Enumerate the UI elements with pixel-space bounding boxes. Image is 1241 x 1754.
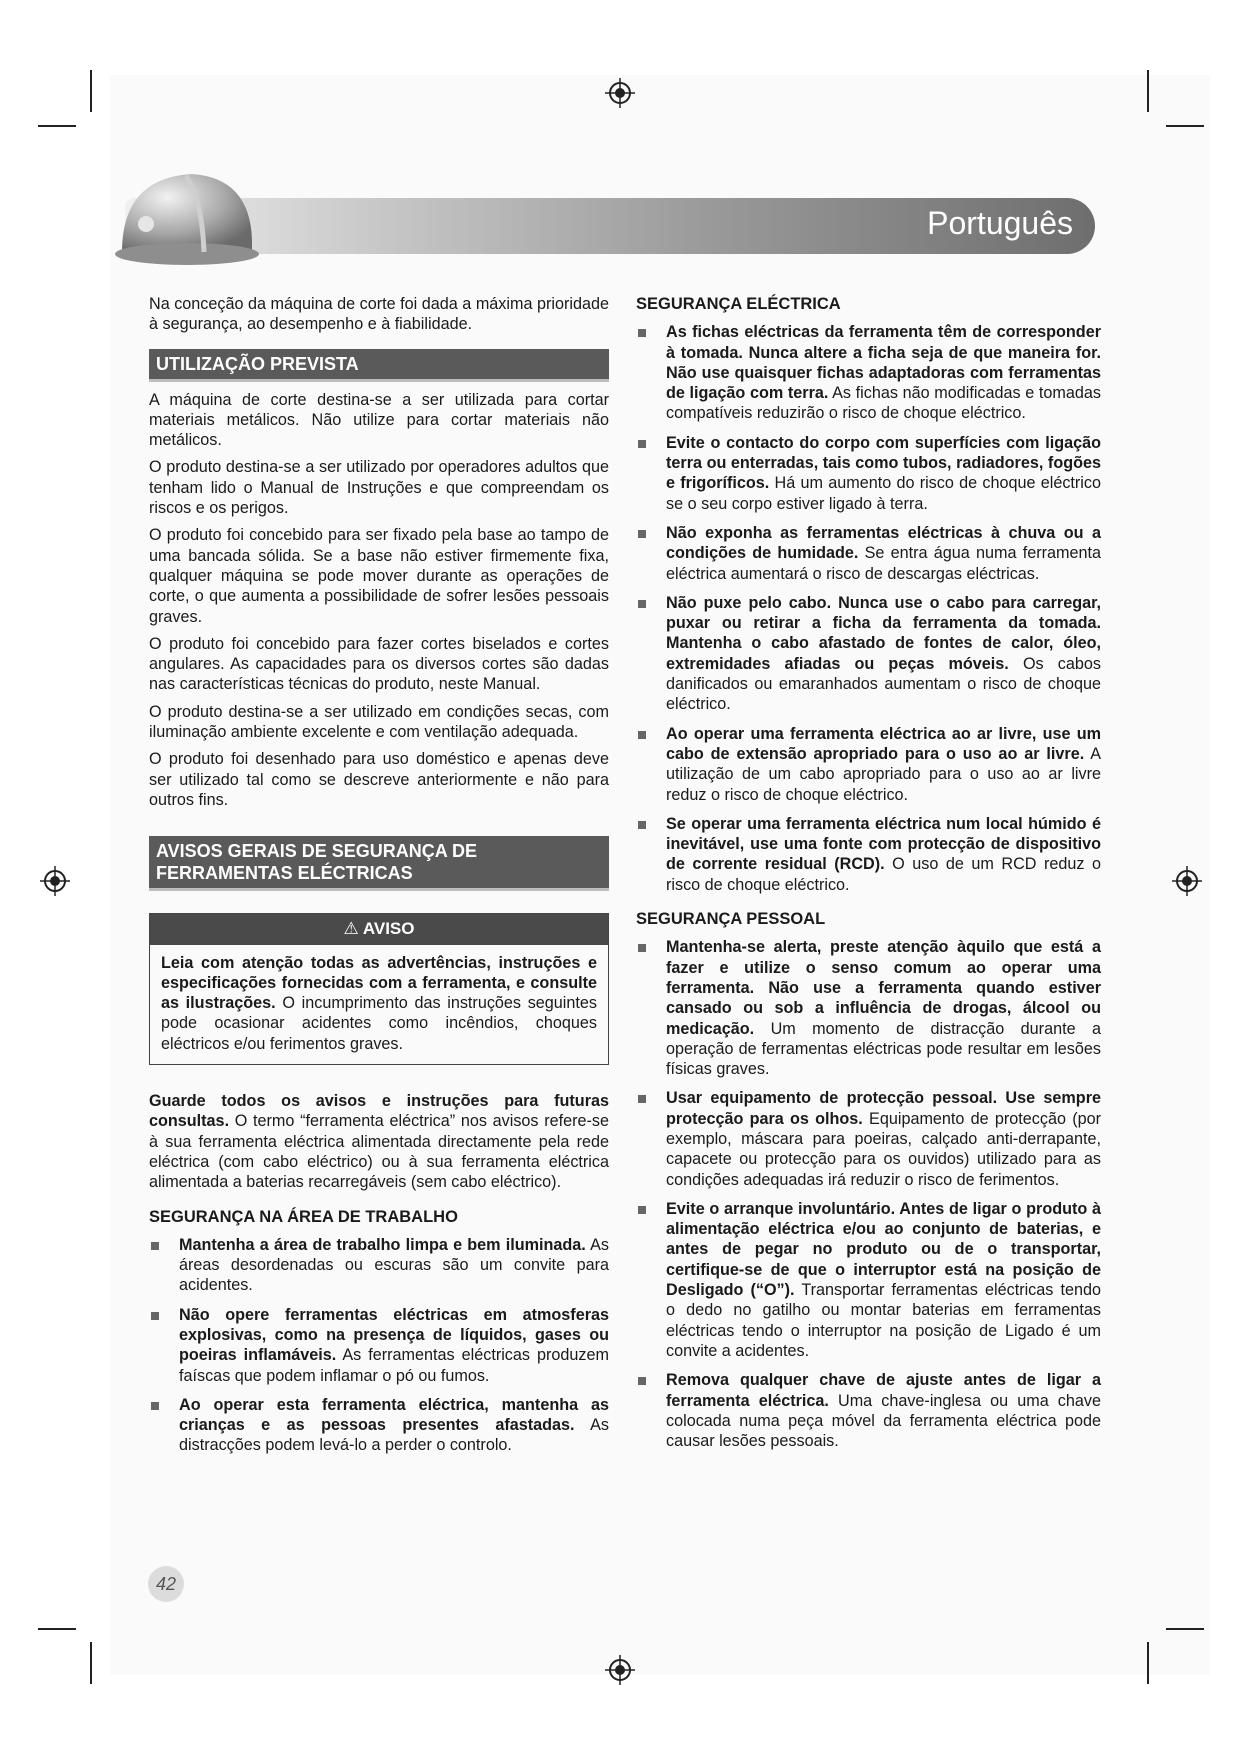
registration-mark-icon <box>1172 866 1202 896</box>
bold-text: Evite o contacto do corpo com superfícies com ligação terra ou enterradas, tais como tubos, radiadores, fogões e frigoríficos. <box>666 433 1101 493</box>
bold-text: Usar equipamento de protecção pessoal. Use sempre protecção para os olhos. <box>666 1089 1101 1128</box>
bold-text: Não opere ferramentas eléctricas em atmosferas explosivas, como na presença de líquidos, gases ou poeiras inflamáveis. <box>179 1305 609 1365</box>
crop-mark <box>90 1642 92 1684</box>
work-area-list <box>149 1235 609 1456</box>
list-item <box>149 1305 609 1386</box>
body-text: As áreas desordenadas ou escuras são um convite para acidentes. <box>179 1235 610 1295</box>
body-text: O termo “ferramenta eléctrica” nos avisos refere-se à sua ferramenta eléctrica alimentada directamente pela rede eléctrica (com cabo eléctrico) ou à sua ferramenta eléctrica alimentada a baterias recarregáveis (sem cabo eléctrico). <box>149 1112 609 1192</box>
warning-title-text: AVISO <box>362 919 415 939</box>
bold-text: Não exponha as ferramentas eléctricas à chuva ou a condições de humidade. <box>666 523 1101 563</box>
left-column <box>149 294 609 1465</box>
registration-mark-icon <box>605 1655 635 1685</box>
bold-text: Não puxe pelo cabo. Nunca use o cabo para carregar, puxar ou retirar a ficha da ferramenta da tomada. Mantenha o cabo afastado de fontes de calor, óleo, extremidades afiadas ou peças móveis. <box>666 593 1101 673</box>
personal-list <box>636 937 1101 1451</box>
heading-line: FERRAMENTAS ELÉCTRICAS <box>156 863 413 884</box>
paragraph: O produto foi concebido para fazer cortes biselados e cortes angulares. As capacidades para os diversos cortes são dadas nas características técnicas do produto, neste Manual. <box>149 634 609 694</box>
bold-text: Guarde todos os avisos e instruções para futuras consultas. <box>149 1092 609 1131</box>
right-column <box>636 294 1101 1460</box>
page-number: 42 <box>148 1566 184 1602</box>
list-item <box>636 322 1101 423</box>
body-text: O uso de um RCD reduz o risco de choque eléctrico. <box>666 855 1101 894</box>
body-text: Uma chave-inglesa ou uma chave colocada numa peça móvel da ferramenta eléctrica pode causar lesões pessoais. <box>666 1391 1101 1451</box>
body-text: Um momento de distracção durante a operação de ferramentas eléctricas pode resultar em lesões físicas graves. <box>666 1019 1101 1079</box>
list-item <box>636 814 1101 895</box>
paragraph: O produto destina-se a ser utilizado por operadores adultos que tenham lido o Manual de Instruções e que compreendam os riscos e os perigos. <box>149 458 609 518</box>
warning-bold-text: Leia com atenção todas as advertências, instruções e especificações fornecidas com a ferramenta, e consulte as ilustrações. <box>161 953 597 1013</box>
bold-text: Ao operar esta ferramenta eléctrica, mantenha as crianças e as pessoas presentes afastadas. <box>179 1395 609 1435</box>
crop-mark <box>1147 1642 1149 1684</box>
body-text: As ferramentas eléctricas produzem faíscas que podem inflamar o pó ou fumos. <box>179 1346 609 1385</box>
bold-text: Mantenha-se alerta, preste atenção àquilo que está a fazer e utilize o senso comum ao operar uma ferramenta. Não use a ferramenta quando estiver cansado ou sob a influência de drogas, álcool ou medicação. <box>666 938 1101 1038</box>
bold-text: Evite o arranque involuntário. Antes de ligar o produto à alimentação eléctrica e/ou ao conjunto de baterias, e antes de pegar no produto ou de o transportar, certifique-se de que o interruptor está na posição de Desligado (“O”). <box>666 1199 1101 1300</box>
bold-text: Se operar uma ferramenta eléctrica num local húmido é inevitável, use uma fonte com protecção de dispositivo de corrente residual (RCD). <box>666 814 1101 874</box>
list-item <box>636 937 1101 1079</box>
subheading-work-area: SEGURANÇA NA ÁREA DE TRABALHO <box>149 1207 458 1226</box>
registration-mark-icon <box>40 866 70 896</box>
warning-text: O incumprimento das instruções seguintes pode ocasionar acidentes como incêndios, choques eléctricos e/ou ferimentos graves. <box>161 994 597 1053</box>
bold-text: Ao operar uma ferramenta eléctrica ao ar livre, use um cabo de extensão apropriado para o uso ao ar livre. <box>666 724 1101 763</box>
body-text: Os cabos danificados ou emaranhados aumentam o risco de choque eléctrico. <box>666 654 1101 714</box>
crop-mark <box>1147 70 1149 112</box>
body-text: Transportar ferramentas eléctricas tendo o dedo no gatilho ou montar baterias em ferramentas eléctricas tendo o interruptor na posição de Ligado é um convite a acidentes. <box>666 1281 1101 1360</box>
keep-instructions-paragraph <box>149 1091 609 1192</box>
crop-mark <box>1166 1628 1204 1630</box>
crop-mark <box>1166 125 1204 127</box>
body-text: Equipamento de protecção (por exemplo, máscara para poeiras, calçado anti-derrapante, capacete ou protecção para os ouvidos) utilizado para as condições adequadas irá reduzir o risco de ferimentos. <box>666 1109 1102 1189</box>
paragraph: A máquina de corte destina-se a ser utilizada para cortar materiais metálicos. Não utilize para cortar materiais não metálicos. <box>149 390 609 450</box>
list-item <box>636 1199 1101 1361</box>
subheading-personal: SEGURANÇA PESSOAL <box>636 910 826 929</box>
bold-text: Mantenha a área de trabalho limpa e bem iluminada. <box>179 1235 586 1254</box>
electrical-list <box>636 322 1101 895</box>
list-item <box>636 1088 1101 1189</box>
intro-paragraph: Na conceção da máquina de corte foi dada a máxima prioridade à segurança, ao desempenho e à fiabilidade. <box>149 295 609 334</box>
body-text: Se entra água numa ferramenta eléctrica aumentará o risco de descargas eléctricas. <box>666 544 1101 583</box>
paragraph: O produto destina-se a ser utilizado em condições secas, com iluminação ambiente excelente e com ventilação adequada. <box>149 702 609 742</box>
crop-mark <box>38 125 76 127</box>
warning-title <box>150 914 608 944</box>
body-text: As distracções podem levá-lo a perder o controlo. <box>179 1416 609 1455</box>
language-label: Português <box>927 205 1073 241</box>
bold-text: Remova qualquer chave de ajuste antes de ligar a ferramenta eléctrica. <box>666 1371 1101 1410</box>
safety-helmet-icon <box>112 160 262 270</box>
body-text: As fichas não modificadas e tomadas compatíveis reduzirão o risco de choque eléctrico. <box>666 384 1101 423</box>
list-item <box>636 1370 1101 1451</box>
paragraph: O produto foi desenhado para uso doméstico e apenas deve ser utilizado tal como se descreve anteriormente e não para outros fins. <box>149 750 609 809</box>
warning-body <box>150 945 608 1064</box>
heading-line: AVISOS GERAIS DE SEGURANÇA DE <box>156 841 478 862</box>
body-text: Há um aumento do risco de choque eléctrico se o seu corpo estiver ligado à terra. <box>666 474 1101 513</box>
list-item <box>149 1235 609 1296</box>
list-item <box>636 523 1101 584</box>
list-item <box>636 593 1101 715</box>
list-item <box>636 433 1101 514</box>
section-heading-intended-use: UTILIZAÇÃO PREVISTA <box>149 349 609 382</box>
paragraph: O produto foi concebido para ser fixado pela base ao tampo de uma bancada sólida. Se a base não estiver firmemente fixa, qualquer máquina se pode mover durante as operações de corte, o que aumenta a possibilidade de sofrer lesões pessoais graves. <box>149 526 609 626</box>
warning-box <box>149 913 609 1065</box>
list-item <box>149 1395 609 1456</box>
body-text: A utilização de um cabo apropriado para o uso ao ar livre reduz o risco de choque eléctrico. <box>666 744 1101 804</box>
list-item <box>636 724 1101 805</box>
warning-triangle-icon: ⚠ <box>343 919 359 939</box>
crop-mark <box>38 1628 76 1630</box>
registration-mark-icon <box>605 78 635 108</box>
subheading-electrical: SEGURANÇA ELÉCTRICA <box>636 295 841 313</box>
crop-mark <box>90 70 92 112</box>
section-heading-general-warnings <box>149 836 609 891</box>
bold-text: As fichas eléctricas da ferramenta têm de corresponder à tomada. Nunca altere a ficha seja de que maneira for. Não use quaisquer fichas adaptadoras com ferramentas de ligação com terra. <box>666 323 1101 403</box>
